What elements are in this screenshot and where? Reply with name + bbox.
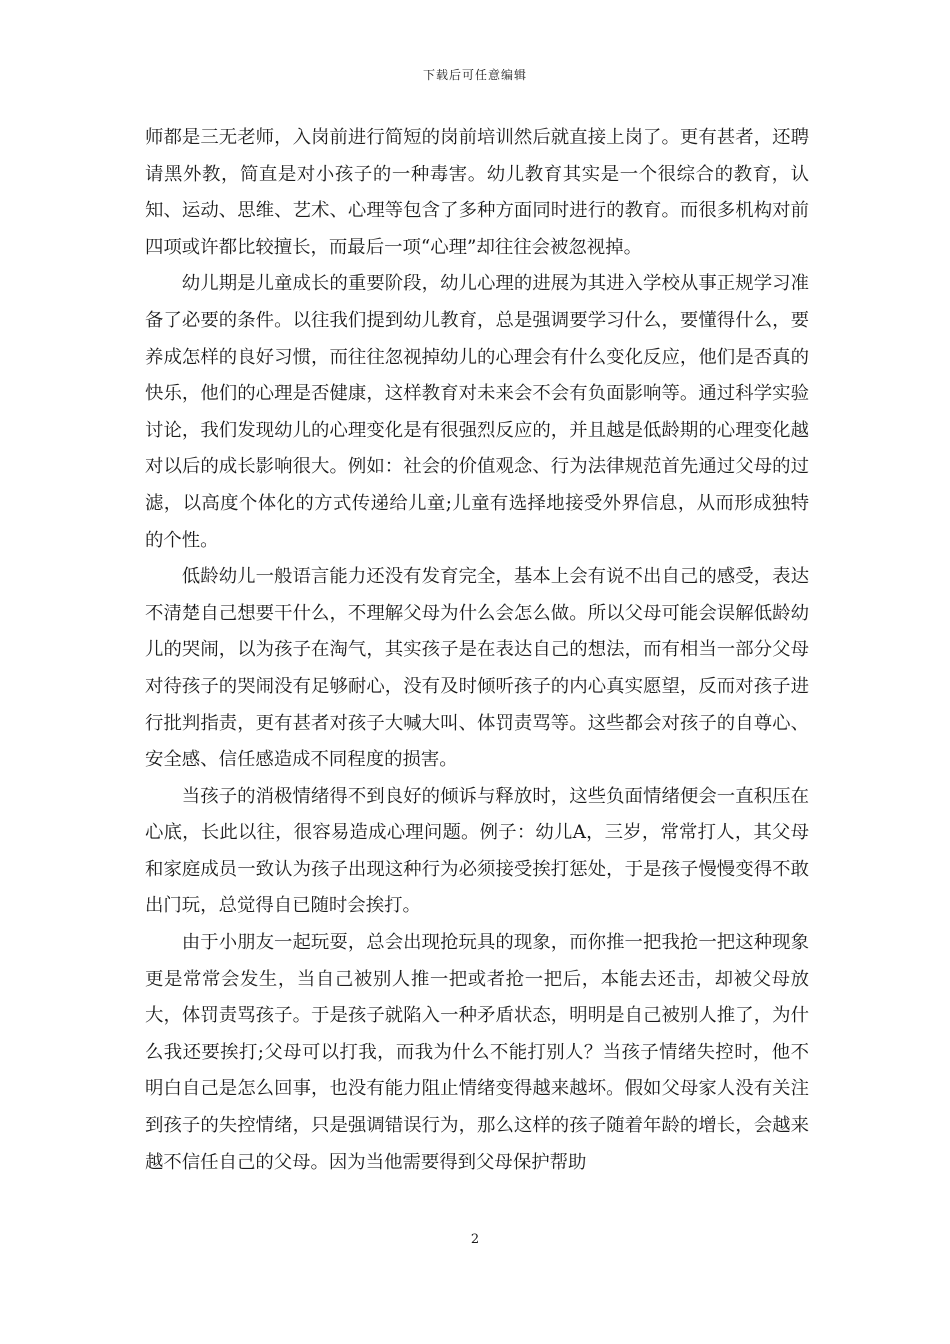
paragraph: 师都是三无老师，入岗前进行简短的岗前培训然后就直接上岗了。更有甚者，还聘请黑外教，简直是对小孩子的一种毒害。幼儿教育其实是一个很综合的教育，认知、运动、思维、艺术、心理等包含了多种方面同时进行的教育。而很多机构对前四项或许都比较擅长，而最后一项“心理”却往往会被忽视掉。 xyxy=(145,127,809,258)
paragraph: 由于小朋友一起玩耍，总会出现抢玩具的现象，而你推一把我抢一把这种现象更是常常会发生，当自己被别人推一把或者抢一把后，本能去还击，却被父母放大，体罚责骂孩子。于是孩子就陷入一种矛盾状态，明明是自己被别人推了，为什么我还要挨打;父母可以打我，而我为什么不能打别人？当孩子情绪失控时，他不明白自己是怎么回事，也没有能力阻止情绪变得越来越坏。假如父母家人没有关注到孩子的失控情绪，只是强调错误行为，那么这样的孩子随着年龄的增长，会越来越不信任自己的父母。因为当他需要得到父母保护帮助 xyxy=(145,932,809,1173)
paragraph: 低龄幼儿一般语言能力还没有发育完全，基本上会有说不出自己的感受，表达不清楚自己想要干什么，不理解父母为什么会怎么做。所以父母可能会误解低龄幼儿的哭闹，以为孩子在淘气，其实孩子是在表达自己的想法，而有相当一部分父母对待孩子的哭闹没有足够耐心，没有及时倾听孩子的内心真实愿望，反而对孩子进行批判指责，更有甚者对孩子大喊大叫、体罚责骂等。这些都会对孩子的自尊心、安全感、信任感造成不同程度的损害。 xyxy=(145,566,809,771)
document-body xyxy=(145,120,809,1181)
paragraph: 当孩子的消极情绪得不到良好的倾诉与释放时，这些负面情绪便会一直积压在心底，长此以往，很容易造成心理问题。例子：幼儿A，三岁，常常打人，其父母和家庭成员一致认为孩子出现这种行为必须接受挨打惩处，于是孩子慢慢变得不敢出门玩，总觉得自已随时会挨打。 xyxy=(145,785,809,917)
page-header: 下载后可任意编辑 xyxy=(422,68,527,82)
paragraph: 幼儿期是儿童成长的重要阶段，幼儿心理的进展为其进入学校从事正规学习准备了必要的条件。以往我们提到幼儿教育，总是强调要学习什么，要懂得什么，要养成怎样的良好习惯，而往往忽视掉幼儿的心理会有什么变化反应，他们是否真的快乐，他们的心理是否健康，这样教育对未来会不会有负面影响等。通过科学实验讨论，我们发现幼儿的心理变化是有很强烈反应的，并且越是低龄期的心理变化越对以后的成长影响很大。例如：社会的价值观念、行为法律规范首先通过父母的过滤，以高度个体化的方式传递给儿童;儿童有选择地接受外界信息，从而形成独特的个性。 xyxy=(145,273,809,551)
page-number: 2 xyxy=(470,1232,480,1247)
